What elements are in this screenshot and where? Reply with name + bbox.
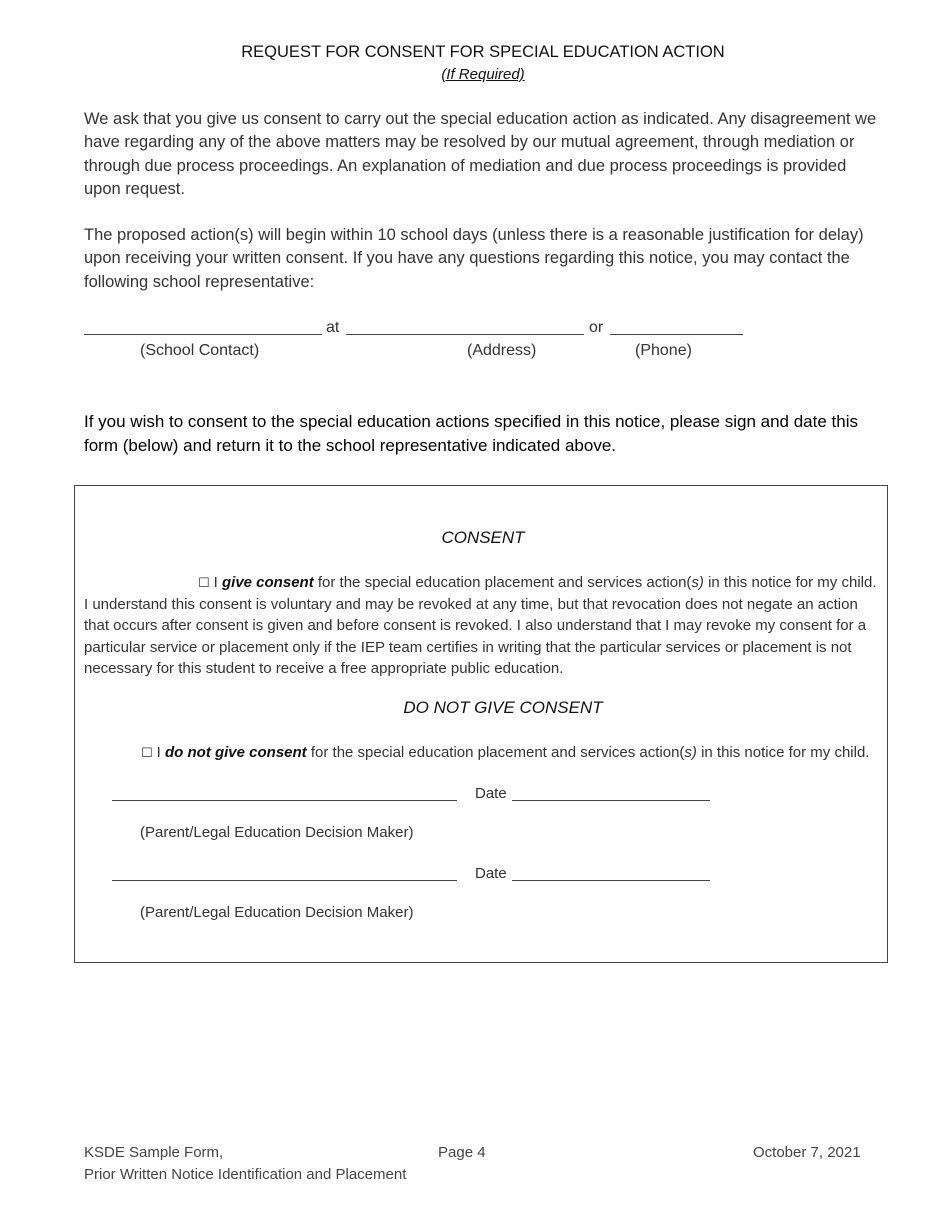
footer-form-title: Prior Written Notice Identification and Placement [84,1165,407,1183]
no-consent-text-b: in this notice for my child. [696,744,870,761]
at-label: at [326,319,340,336]
school-contact-label: (School Contact) [140,342,260,359]
phone-label: (Phone) [635,342,692,359]
no-consent-heading: DO NOT GIVE CONSENT [403,698,603,717]
footer-left [84,1142,406,1185]
address-field[interactable] [346,334,584,335]
give-consent-text-a: for the special education placement and services action( [317,574,692,591]
i-label: I [156,744,161,761]
signature-line-1[interactable] [112,800,457,801]
page-number: Page 4 [438,1144,486,1161]
signer-label-1: (Parent/Legal Education Decision Maker) [140,824,414,841]
no-consent-emphasis: do not give consent [165,744,307,761]
date-label-2: Date [475,865,507,882]
no-consent-checkbox[interactable]: ☐ [141,745,153,760]
signer-label-2: (Parent/Legal Education Decision Maker) [140,904,414,921]
or-label: or [589,319,604,336]
intro-paragraph-2: The proposed action(s) will begin within 10 school days (unless there is a reasonable justification for delay) upon receiving your written consent. If you have any questions regarding this notice, you may contact the following school representative: [84,226,864,291]
give-consent-checkbox[interactable]: ☐ [198,575,210,590]
phone-field[interactable] [610,334,743,335]
give-consent-option [84,572,880,680]
footer-date: October 7, 2021 [753,1144,861,1161]
date-label-1: Date [475,785,507,802]
no-consent-option [141,742,891,764]
signing-instruction: If you wish to consent to the special education actions specified in this notice, please sign and date this form (below) and return it to the school representative indicated above. [84,412,858,455]
date-field-1[interactable] [512,800,710,801]
give-consent-text-s: s) [691,574,704,591]
consent-box [74,485,888,963]
no-consent-text-a: for the special education placement and services action( [310,744,685,761]
consent-heading: CONSENT [441,528,525,547]
give-consent-text-b: in this notice for my child. I understand this consent is voluntary and may be revoked at any time, but that revocation does not negate an action that occurs after consent is given and before consent is revoked. I also understand that I may revoke my consent for a particular service or placement only if the IEP team certifies in writing that the particular services or placement is not necessary for this student to receive a free appropriate public education. [84,574,877,677]
signature-line-2[interactable] [112,880,457,881]
form-subtitle: (If Required) [441,66,525,83]
address-label: (Address) [467,342,537,359]
intro-paragraph-1: We ask that you give us consent to carry out the special education action as indicated. Any disagreement we have regarding any of the above matters may be resolved by our mutual agreement, through mediation or through due process proceedings. An explanation of mediation and due process proceedings is provided upon request. [84,110,877,198]
footer-form-name: KSDE Sample Form, [84,1144,224,1161]
date-field-2[interactable] [512,880,710,881]
i-label: I [213,574,218,591]
give-consent-emphasis: give consent [222,574,314,591]
form-title: REQUEST FOR CONSENT FOR SPECIAL EDUCATION ACTION [241,43,725,61]
no-consent-text-s: s) [684,744,697,761]
school-contact-field[interactable] [84,334,322,335]
